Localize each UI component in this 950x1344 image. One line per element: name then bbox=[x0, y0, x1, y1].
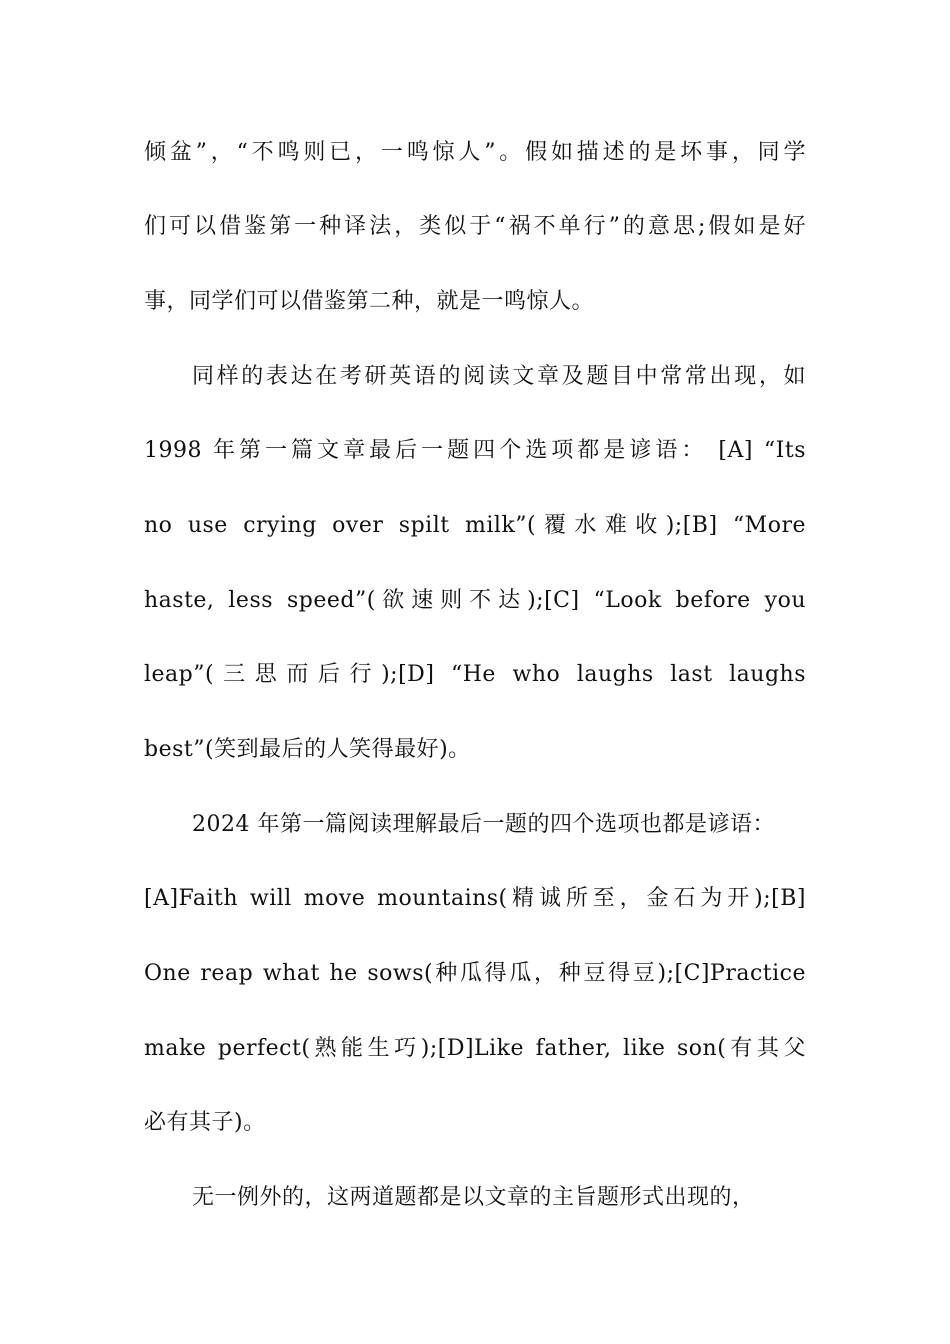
paragraph-start-line: 2024 年第一篇阅读理解最后一题的四个选项也都是谚语： bbox=[192, 812, 775, 837]
paragraph-start-line: 同样的表达在考研英语的阅读文章及题目中常常出现，如 bbox=[192, 364, 806, 389]
text-line: 们可以借鉴第一种译法，类似于“祸不单行”的意思;假如是好 bbox=[144, 214, 806, 239]
text-line: make perfect(熟能生巧);[D]Like father, like son(有其父 bbox=[144, 1036, 806, 1061]
text-line: haste, less speed”(欲速则不达);[C] “Look before you bbox=[144, 588, 806, 613]
text-line: 倾盆”，“不鸣则已，一鸣惊人”。假如描述的是坏事，同学 bbox=[144, 140, 806, 165]
text-line: 必有其子)。 bbox=[144, 1110, 266, 1135]
text-line: 事，同学们可以借鉴第二种，就是一鸣惊人。 bbox=[144, 289, 595, 314]
text-line: best”(笑到最后的人笑得最好)。 bbox=[144, 737, 471, 762]
text-line: [A]Faith will move mountains(精诚所至，金石为开);[B] bbox=[144, 886, 806, 911]
text-line: 1998 年第一篇文章最后一题四个选项都是谚语： [A] “Its bbox=[144, 438, 806, 463]
paragraph-start-line: 无一例外的，这两道题都是以文章的主旨题形式出现的， bbox=[192, 1185, 755, 1210]
text-line: leap”(三思而后行);[D] “He who laughs last laughs bbox=[144, 662, 806, 687]
text-line: One reap what he sows(种瓜得瓜，种豆得豆);[C]Practice bbox=[144, 961, 806, 986]
text-line: no use crying over spilt milk”(覆水难收);[B] “More bbox=[144, 513, 806, 538]
